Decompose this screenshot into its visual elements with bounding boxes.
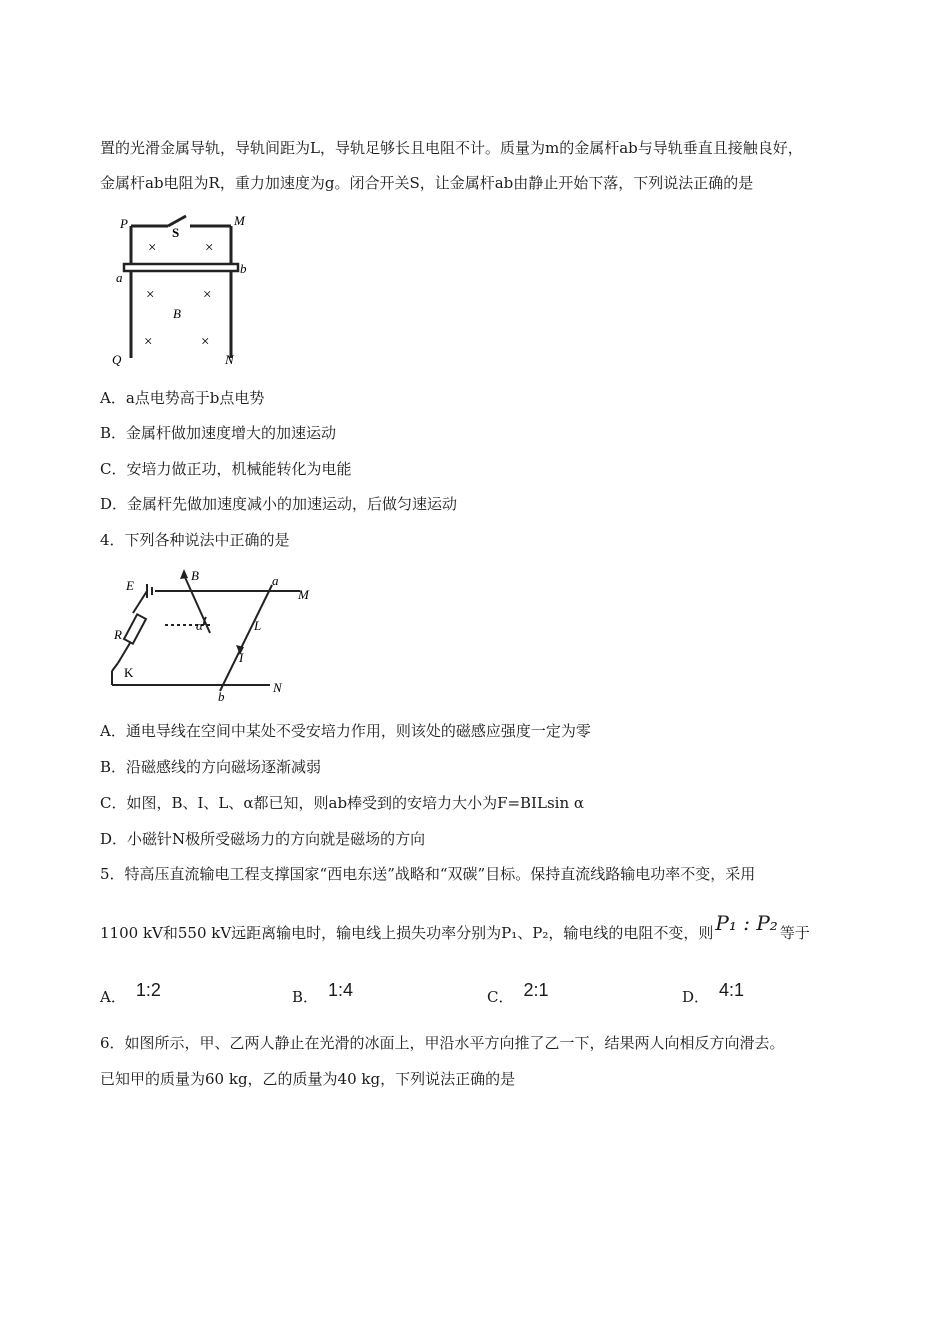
label-alpha: α — [196, 618, 203, 633]
q3-stem-line2: 金属杆ab电阻为R，重力加速度为g。闭合开关S，让金属杆ab由静止开始下落，下列说法正确的是 — [100, 174, 754, 192]
label-K: K — [124, 665, 134, 680]
cross-mark: × — [148, 240, 157, 256]
cross-mark: × — [203, 287, 212, 303]
label-a: a — [116, 270, 123, 285]
q3-option-c: C．安培力做正功，机械能转化为电能 — [100, 460, 352, 478]
q5-option-d — [682, 980, 745, 1008]
label-S: S — [172, 225, 180, 240]
label-R: R — [114, 627, 122, 642]
q3-stem-line1: 置的光滑金属导轨，导轨间距为L，导轨足够长且电阻不计。质量为m的金属杆ab与导轨垂直且接触良好， — [100, 139, 803, 157]
q3-option-b: B．金属杆做加速度增大的加速运动 — [100, 424, 337, 442]
metal-rod-ab — [124, 264, 238, 271]
label-B: B — [191, 568, 199, 583]
option-label: B． — [292, 988, 319, 1006]
q4-stem: 4．下列各种说法中正确的是 — [100, 531, 290, 549]
label-I: I — [239, 650, 244, 665]
q4-option-d: D．小磁针N极所受磁场力的方向就是磁场的方向 — [100, 830, 426, 848]
option-value: 1:4 — [328, 980, 354, 1000]
label-b: b — [240, 261, 247, 276]
cross-mark: × — [205, 240, 214, 256]
q5-ratio-formula: P₁ : P₂ — [715, 911, 778, 935]
option-label: A． — [100, 988, 126, 1006]
label-Q: Q — [112, 352, 122, 367]
q5-stem-line1: 5．特高压直流输电工程支撑国家“西电东送”战略和“双碳”目标。保持直流线路输电功率不变，采用 — [100, 865, 756, 883]
label-L: L — [254, 618, 262, 633]
q4-option-a: A．通电导线在空间中某处不受安培力作用，则该处的磁感应强度一定为零 — [100, 722, 591, 740]
q6-stem-line2: 已知甲的质量为60 kg，乙的质量为40 kg，下列说法正确的是 — [100, 1070, 516, 1088]
q3-option-a: A．a点电势高于b点电势 — [100, 389, 265, 407]
q5-stem-tail: 等于 — [779, 924, 810, 942]
q4-circuit-figure — [100, 563, 325, 703]
cross-mark: × — [144, 334, 153, 350]
option-label: C． — [487, 988, 514, 1006]
q5-stem-text: 1100 kV和550 kV远距离输电时，输电线上损失功率分别为P₁、P₂，输电线的电阻不变，则 — [100, 924, 714, 942]
q6-stem-line1: 6．如图所示，甲、乙两人静止在光滑的冰面上，甲沿水平方向推了乙一下，结果两人向相反方向滑去。 — [100, 1034, 785, 1052]
q4-option-b: B．沿磁感线的方向磁场逐渐减弱 — [100, 758, 322, 776]
option-value: 4:1 — [719, 980, 745, 1000]
q5-stem-line2 — [100, 911, 810, 944]
q3-option-d: D．金属杆先做加速度减小的加速运动，后做匀速运动 — [100, 495, 458, 513]
label-N: N — [273, 680, 282, 695]
cross-mark: × — [146, 287, 155, 303]
label-E: E — [126, 578, 134, 593]
label-a: a — [272, 573, 279, 588]
q3-rail-figure — [110, 210, 260, 370]
option-label: D． — [682, 988, 710, 1006]
q5-option-a — [100, 980, 161, 1008]
option-value: 2:1 — [523, 980, 549, 1000]
label-M: M — [298, 587, 309, 602]
label-M: M — [234, 213, 245, 228]
q5-option-c — [487, 980, 549, 1008]
q4-option-c: C．如图，B、I、L、α都已知，则ab棒受到的安培力大小为F=BILsin α — [100, 794, 585, 812]
field-arrow-head — [180, 569, 188, 579]
label-B: B — [173, 306, 181, 321]
q5-option-b — [292, 980, 354, 1008]
label-P: P — [120, 216, 128, 231]
label-N: N — [225, 352, 234, 367]
option-value: 1:2 — [135, 980, 161, 1000]
cross-mark: × — [201, 334, 210, 350]
label-b: b — [218, 689, 225, 703]
